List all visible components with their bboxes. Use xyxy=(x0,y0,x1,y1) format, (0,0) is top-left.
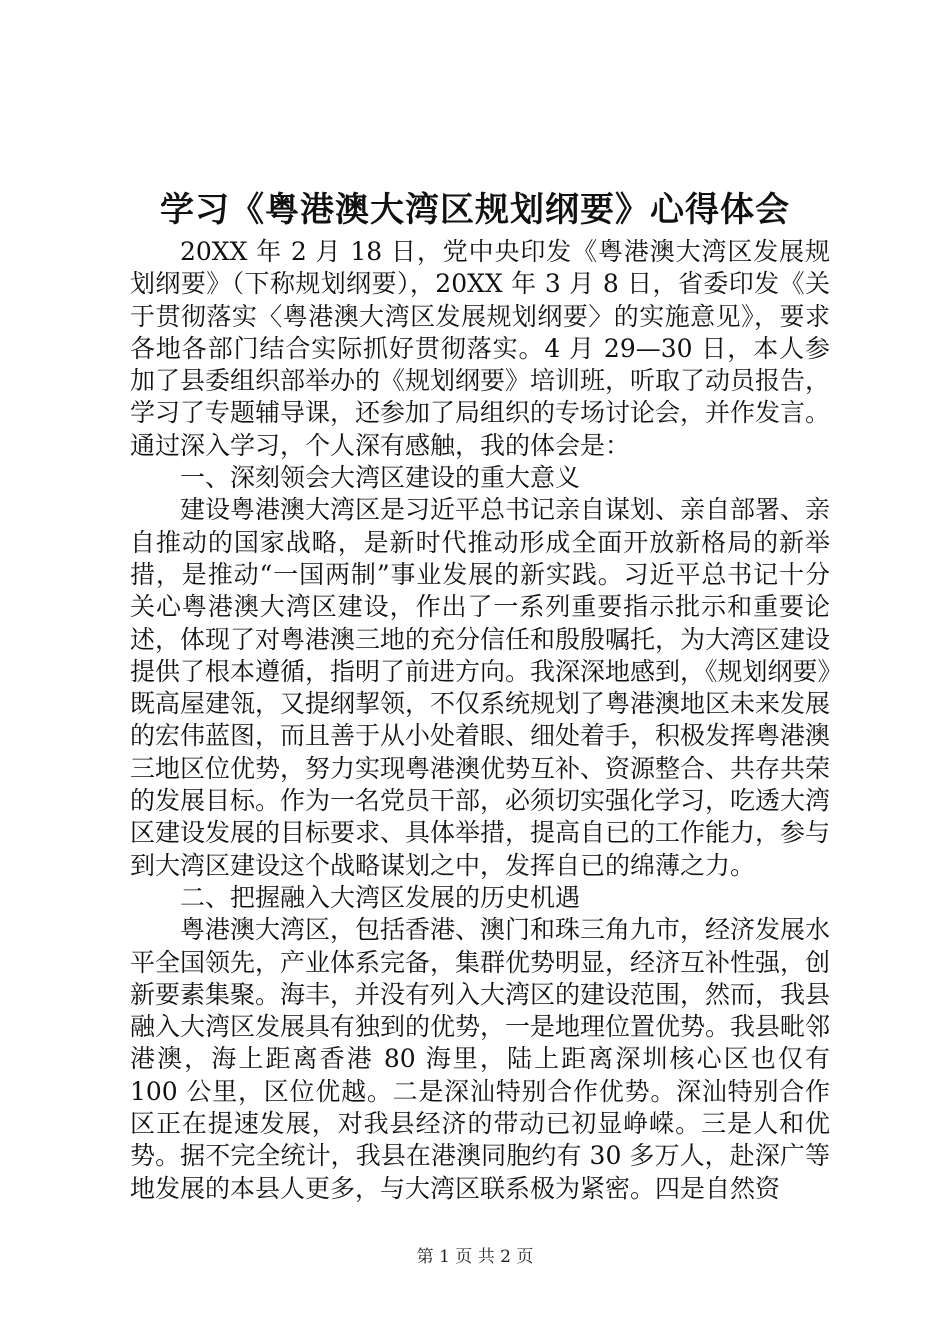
document-body xyxy=(130,236,830,1205)
paragraph-section-1: 建设粤港澳大湾区是习近平总书记亲自谋划、亲自部署、亲自推动的国家战略，是新时代推动形成全面开放新格局的新举措，是推动“一国两制”事业发展的新实践。习近平总书记十分关心粤港澳大湾区建设，作出了一系列重要指示批示和重要论述，体现了对粤港澳三地的充分信任和殷殷嘱托，为大湾区建设提供了根本遵循，指明了前进方向。我深深地感到，《规划纲要》既高屋建瓴，又提纲挈领，不仅系统规划了粤港澳地区未来发展的宏伟蓝图，而且善于从小处着眼、细处着手，积极发挥粤港澳三地区位优势，努力实现粤港澳优势互补、资源整合、共存共荣的发展目标。作为一名党员干部，必须切实强化学习，吃透大湾区建设发展的目标要求、具体举措，提高自已的工作能力，参与到大湾区建设这个战略谋划之中，发挥自已的绵薄之力。 xyxy=(130,495,831,880)
section-heading-2: 二、把握融入大湾区发展的历史机遇 xyxy=(180,882,581,912)
paragraph-section-2: 粤港澳大湾区，包括香港、澳门和珠三角九市，经济发展水平全国领先，产业体系完备，集群优势明显，经济互补性强，创新要素集聚。海丰，并没有列入大湾区的建设范围，然而，我县融入大湾区发展具有独到的优势，一是地理位置优势。我县毗邻港澳，海上距离香港 80 海里，陆上距离深圳核心区也仅有 100 公里，区位优越。二是深汕特别合作优势。深汕特别合作区正在提速发展，对我县经济的带动已初显峥嵘。三是人和优势。据不完全统计，我县在港澳同胞约有 30 多万人，赴深广等地发展的本县人更多，与大湾区联系极为紧密。四是自然资 xyxy=(130,915,831,1203)
document-title: 学习《粤港澳大湾区规划纲要》心得体会 xyxy=(160,190,790,230)
paragraph-intro: 20XX 年 2 月 18 日，党中央印发《粤港澳大湾区发展规划纲要》（下称规划纲要），20XX 年 3 月 8 日，省委印发《关于贯彻落实〈粤港澳大湾区发展规划纲要〉的实施意见》，要求各地各部门结合实际抓好贯彻落实。4 月 29—30 日，本人参加了县委组织部举办的《规划纲要》培训班，听取了动员报告，学习了专题辅导课，还参加了局组织的专场讨论会，并作发言。通过深入学习，个人深有感触，我的体会是： xyxy=(130,237,831,460)
page-number-footer: 第 1 页 共 2 页 xyxy=(416,1247,534,1267)
section-heading-1: 一、深刻领会大湾区建设的重大意义 xyxy=(180,463,581,493)
